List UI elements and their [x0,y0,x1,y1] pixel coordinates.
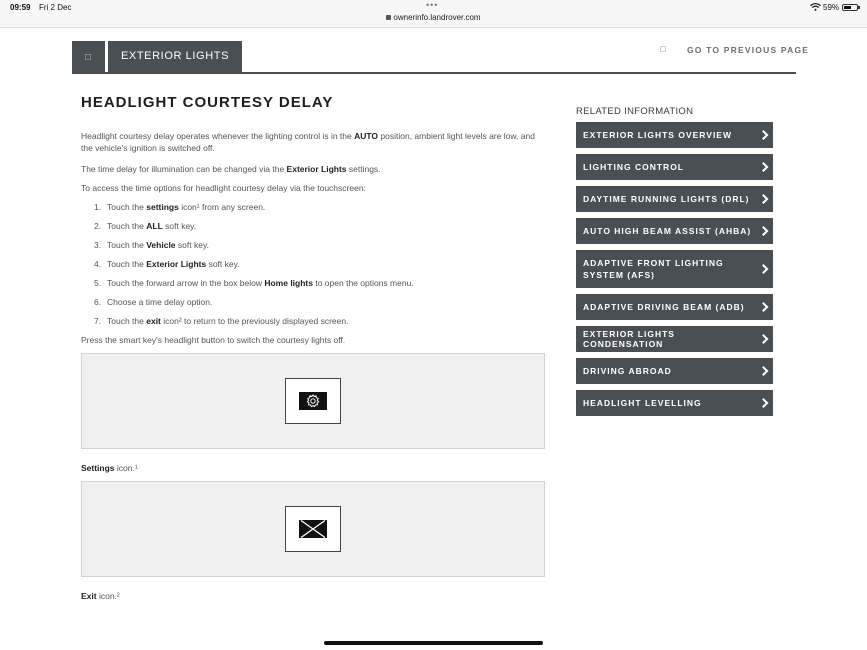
text-run: To access the time options for headlight courtesy delay via the touchscreen: [81,183,366,193]
chevron-right-icon [759,366,769,376]
chevron-right-icon [759,162,769,172]
step-number: 4. [94,259,102,269]
text-run: settings. [346,164,381,174]
related-link[interactable] [576,218,773,244]
settings-figure [81,353,545,449]
related-link-label: ADAPTIVE DRIVING BEAM (ADB) [583,302,745,312]
bold-term: Exterior Lights [146,259,207,269]
related-link[interactable] [576,186,773,212]
related-link-label: HEADLIGHT LEVELLING [583,398,702,408]
chevron-right-icon [759,226,769,236]
related-link[interactable] [576,326,773,352]
related-list [576,122,773,422]
access-paragraph [81,182,543,194]
bold-term: Exterior Lights [286,164,347,174]
text-run: The time delay for illumination can be changed via the [81,164,287,174]
related-link-label: EXTERIOR LIGHTS OVERVIEW [583,130,732,140]
text-run: icon.¹ [114,463,138,473]
text-run: soft key. [206,259,240,269]
text-run: icon¹ from any screen. [178,202,266,212]
related-heading: RELATED INFORMATION [576,106,694,117]
wifi-icon [810,3,821,11]
chevron-right-icon [759,130,769,140]
bold-term: settings [146,202,179,212]
steps-list [94,201,534,334]
chevron-right-icon [759,398,769,408]
step-number: 6. [94,297,102,307]
bold-term: exit [146,316,161,326]
home-tab[interactable] [72,41,105,72]
related-link[interactable] [576,390,773,416]
status-date: Fri 2 Dec [39,3,72,12]
related-link[interactable] [576,154,773,180]
back-icon[interactable] [660,46,666,52]
home-icon [85,54,91,60]
previous-page-link[interactable]: GO TO PREVIOUS PAGE [687,45,810,55]
settings-caption [81,463,138,473]
related-link-label: DAYTIME RUNNING LIGHTS (DRL) [583,194,750,204]
bold-term: Vehicle [146,240,176,250]
text-run: Touch the [107,259,147,269]
related-link-label: LIGHTING CONTROL [583,162,684,172]
related-link[interactable] [576,294,773,320]
chevron-right-icon [759,194,769,204]
step-number: 7. [94,316,102,326]
url-text: ownerinfo.landrover.com [393,13,481,22]
text-run: Touch the [107,221,147,231]
home-indicator[interactable] [324,641,543,645]
related-link[interactable] [576,122,773,148]
step-item [94,296,534,315]
text-run: Touch the forward arrow in the box below [107,278,265,288]
lock-icon [386,15,391,20]
bold-term: Exit [81,591,97,601]
text-run: to open the options menu. [313,278,414,288]
related-link-label: ADAPTIVE FRONT LIGHTING SYSTEM (AFS) [583,258,724,280]
close-icon [299,520,327,538]
related-link-label: EXTERIOR LIGHTS CONDENSATION [583,329,675,349]
text-run: icon² to return to the previously displayed screen. [160,316,349,326]
text-run: Touch the [107,202,147,212]
intro-paragraph [81,130,543,154]
exit-figure [81,481,545,577]
gear-icon [299,392,327,410]
text-run: soft key. [175,240,209,250]
text-run: Touch the [107,316,147,326]
battery-icon [842,4,858,11]
smart-key-paragraph [81,334,543,346]
status-bar [0,0,867,28]
status-time: 09:59 [10,3,31,12]
step-number: 2. [94,221,102,231]
page-title: HEADLIGHT COURTESY DELAY [81,94,334,111]
step-item [94,239,534,258]
exit-icon-frame [285,506,341,552]
settings-icon-frame [285,378,341,424]
bold-term: Home lights [264,278,313,288]
step-number: 5. [94,278,102,288]
text-run: Choose a time delay option. [107,297,213,307]
step-item [94,220,534,239]
chevron-right-icon [759,334,769,344]
text-run: icon.² [96,591,120,601]
chevron-right-icon [759,264,769,274]
battery-percent: 59% [823,3,840,12]
related-link[interactable] [576,358,773,384]
text-run: soft key. [162,221,197,231]
section-tab[interactable]: EXTERIOR LIGHTS [108,41,242,72]
text-run: Press the smart key's headlight button to switch the courtesy lights off. [81,335,346,345]
battery-fill [844,6,851,9]
multitask-dots[interactable]: ••• [426,0,439,10]
step-item [94,315,534,334]
bold-term: ALL [146,221,163,231]
related-link-label: DRIVING ABROAD [583,366,672,376]
exit-caption [81,591,120,601]
text-run: position, ambient light levels are low, and the vehicle's ignition is switched off. [81,131,535,153]
related-link-label: AUTO HIGH BEAM ASSIST (AHBA) [583,226,752,236]
step-number: 1. [94,202,102,212]
step-item [94,201,534,220]
step-item [94,277,534,296]
bold-term: Settings [81,463,115,473]
address-bar[interactable] [0,13,867,22]
text-run: Touch the [107,240,147,250]
text-run: Headlight courtesy delay operates whenever the lighting control is in the [81,131,355,141]
step-number: 3. [94,240,102,250]
chevron-right-icon [759,302,769,312]
delay-paragraph [81,163,543,175]
step-item [94,258,534,277]
related-link[interactable] [576,250,773,288]
bold-term: AUTO [354,131,379,141]
header-divider [72,72,796,74]
